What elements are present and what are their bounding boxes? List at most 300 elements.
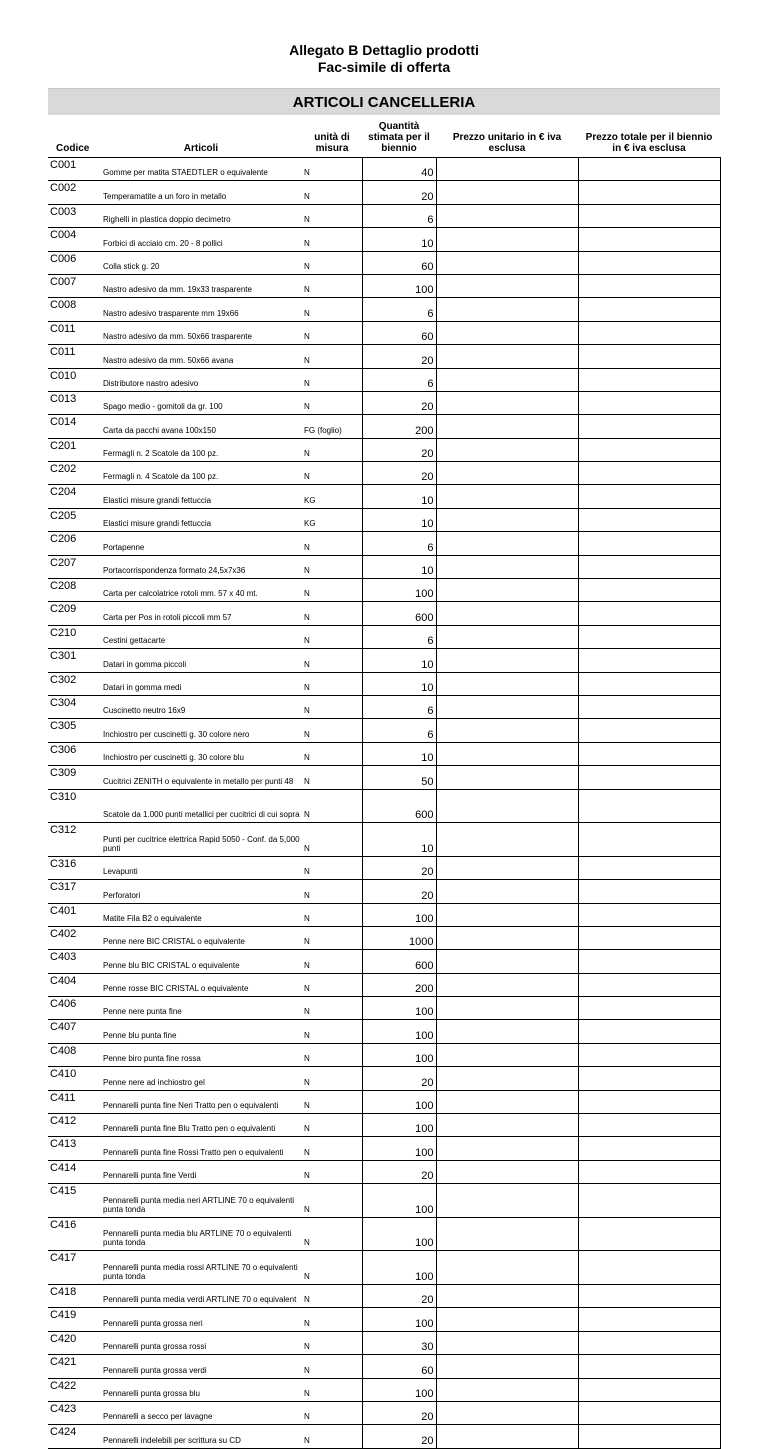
cell-code: C007 [48,274,100,297]
cell-total-price[interactable] [578,1425,720,1448]
cell-quantity: 200 [362,415,436,438]
cell-total-price[interactable] [578,1114,720,1137]
table-row [48,625,720,648]
cell-description: Pennarelli punta grossa verdi [100,1355,302,1378]
cell-unit-price[interactable] [436,742,578,765]
cell-code: C006 [48,251,100,274]
cell-unit-price[interactable] [436,508,578,531]
cell-unit: N [302,1020,362,1043]
cell-unit-price[interactable] [436,391,578,414]
cell-code: C204 [48,485,100,508]
cell-unit-price[interactable] [436,997,578,1020]
cell-unit: N [302,181,362,204]
cell-quantity: 100 [362,274,436,297]
cell-total-price[interactable] [578,856,720,879]
cell-unit-price[interactable] [436,368,578,391]
cell-unit: KG [302,508,362,531]
cell-unit: N [302,462,362,485]
cell-description: Fermagli n. 4 Scatole da 100 pz. [100,462,302,485]
cell-unit: N [302,274,362,297]
cell-quantity: 100 [362,1251,436,1285]
cell-unit-price[interactable] [436,1308,578,1331]
cell-unit-price[interactable] [436,1251,578,1285]
cell-total-price[interactable] [578,1378,720,1401]
cell-unit-price[interactable] [436,1355,578,1378]
cell-total-price[interactable] [578,649,720,672]
cell-quantity: 6 [362,368,436,391]
cell-quantity: 40 [362,158,436,181]
cell-quantity: 20 [362,181,436,204]
cell-total-price[interactable] [578,1284,720,1307]
cell-total-price[interactable] [578,903,720,926]
table-row [48,532,720,555]
cell-total-price[interactable] [578,508,720,531]
cell-description: Penne rosse BIC CRISTAL o equivalente [100,973,302,996]
cell-unit-price[interactable] [436,789,578,823]
cell-unit-price[interactable] [436,532,578,555]
cell-unit: N [302,997,362,1020]
cell-unit: N [302,1401,362,1424]
table-row [48,1425,720,1448]
cell-code: C412 [48,1114,100,1137]
cell-quantity: 200 [362,973,436,996]
cell-total-price[interactable] [578,997,720,1020]
table-row [48,649,720,672]
cell-quantity: 10 [362,742,436,765]
cell-quantity: 100 [362,1137,436,1160]
cell-quantity: 600 [362,602,436,625]
cell-total-price[interactable] [578,1090,720,1113]
cell-quantity: 20 [362,345,436,368]
cell-unit: N [302,532,362,555]
cell-description: Punti per cucitrice elettrica Rapid 5050 - Conf. da 5,000 punti [100,823,302,857]
cell-description: Pennarelli punta fine Neri Tratto pen o equivalenti [100,1090,302,1113]
cell-total-price[interactable] [578,251,720,274]
table-row [48,1217,720,1251]
cell-unit-price[interactable] [436,1184,578,1218]
cell-code: C421 [48,1355,100,1378]
cell-code: C210 [48,625,100,648]
cell-quantity: 100 [362,579,436,602]
table-row [48,158,720,181]
cell-total-price[interactable] [578,438,720,461]
cell-unit-price[interactable] [436,1137,578,1160]
cell-quantity: 6 [362,204,436,227]
cell-unit-price[interactable] [436,766,578,789]
cell-unit-price[interactable] [436,856,578,879]
cell-quantity: 100 [362,997,436,1020]
cell-code: C302 [48,672,100,695]
table-row [48,251,720,274]
table-row [48,742,720,765]
table-row [48,789,720,823]
cell-quantity: 20 [362,1425,436,1448]
cell-unit-price[interactable] [436,462,578,485]
cell-total-price[interactable] [578,181,720,204]
cell-total-price[interactable] [578,1137,720,1160]
cell-unit: N [302,321,362,344]
cell-total-price[interactable] [578,926,720,949]
cell-unit: N [302,823,362,857]
table-row [48,903,720,926]
cell-unit-price[interactable] [436,298,578,321]
cell-code: C207 [48,555,100,578]
cell-total-price[interactable] [578,1067,720,1090]
table-row [48,508,720,531]
cell-unit-price[interactable] [436,903,578,926]
document-title [0,42,768,76]
cell-total-price[interactable] [578,1251,720,1285]
cell-quantity: 20 [362,1067,436,1090]
cell-total-price[interactable] [578,880,720,903]
cell-quantity: 20 [362,1401,436,1424]
cell-unit: N [302,672,362,695]
table-row [48,1067,720,1090]
cell-description: Nastro adesivo da mm. 50x66 trasparente [100,321,302,344]
cell-quantity: 100 [362,1020,436,1043]
table-row [48,204,720,227]
cell-unit: N [302,856,362,879]
table-row [48,415,720,438]
cell-code: C423 [48,1401,100,1424]
header-unit-price: Prezzo unitario in € iva esclusa [452,132,562,154]
table-row [48,926,720,949]
cell-unit-price[interactable] [436,719,578,742]
cell-unit: N [302,1184,362,1218]
cell-quantity: 10 [362,823,436,857]
table-row [48,672,720,695]
cell-unit-price[interactable] [436,158,578,181]
table-row [48,321,720,344]
cell-description: Inchiostro per cuscinetti g. 30 colore blu [100,742,302,765]
cell-description: Elastici misure grandi fettuccia [100,508,302,531]
cell-description: Carta per calcolatrice rotoli mm. 57 x 40 mt. [100,579,302,602]
cell-total-price[interactable] [578,485,720,508]
cell-unit-price[interactable] [436,926,578,949]
cell-description: Pennarelli punta fine Blu Tratto pen o equivalenti [100,1114,302,1137]
cell-unit-price[interactable] [436,950,578,973]
cell-code: C013 [48,391,100,414]
cell-total-price[interactable] [578,695,720,718]
table-row [48,1160,720,1183]
cell-unit-price[interactable] [436,602,578,625]
cell-total-price[interactable] [578,1043,720,1066]
cell-code: C419 [48,1308,100,1331]
table-row [48,719,720,742]
cell-total-price[interactable] [578,1020,720,1043]
cell-code: C014 [48,415,100,438]
cell-unit: N [302,1378,362,1401]
cell-quantity: 6 [362,719,436,742]
cell-total-price[interactable] [578,973,720,996]
cell-unit-price[interactable] [436,1331,578,1354]
cell-quantity: 60 [362,251,436,274]
table-row [48,997,720,1020]
cell-unit: N [302,555,362,578]
cell-code: C420 [48,1331,100,1354]
cell-description: Nastro adesivo trasparente mm 19x66 [100,298,302,321]
cell-total-price[interactable] [578,1217,720,1251]
cell-total-price[interactable] [578,391,720,414]
cell-total-price[interactable] [578,602,720,625]
cell-quantity: 100 [362,1114,436,1137]
cell-quantity: 100 [362,1217,436,1251]
header-description: Articoli [183,143,219,154]
cell-total-price[interactable] [578,158,720,181]
cell-description: Pennarelli punta media blu ARTLINE 70 o equivalenti punta tonda [100,1217,302,1251]
table-row [48,766,720,789]
table-row [48,1114,720,1137]
cell-code: C003 [48,204,100,227]
cell-code: C403 [48,950,100,973]
cell-description: Datari in gomma piccoli [100,649,302,672]
cell-total-price[interactable] [578,368,720,391]
cell-unit: N [302,1355,362,1378]
table-row [48,1284,720,1307]
cell-quantity: 20 [362,438,436,461]
table-row [48,1251,720,1285]
cell-unit-price[interactable] [436,204,578,227]
cell-code: C202 [48,462,100,485]
cell-code: C317 [48,880,100,903]
cell-quantity: 10 [362,672,436,695]
cell-unit-price[interactable] [436,228,578,251]
table-row [48,950,720,973]
cell-code: C304 [48,695,100,718]
cell-code: C316 [48,856,100,879]
cell-total-price[interactable] [578,298,720,321]
cell-unit-price[interactable] [436,625,578,648]
cell-unit-price[interactable] [436,1160,578,1183]
cell-total-price[interactable] [578,579,720,602]
cell-unit: FG (foglio) [302,415,362,438]
header-unit: unità di misura [314,132,350,154]
cell-total-price[interactable] [578,1355,720,1378]
cell-unit: N [302,880,362,903]
cell-total-price[interactable] [578,1331,720,1354]
cell-unit: N [302,1425,362,1448]
table-row [48,856,720,879]
table-row [48,1090,720,1113]
cell-total-price[interactable] [578,672,720,695]
cell-description: Colla stick g. 20 [100,251,302,274]
cell-code: C206 [48,532,100,555]
cell-quantity: 6 [362,695,436,718]
table-row [48,1020,720,1043]
cell-description: Pennarelli punta media verdi ARTLINE 70 o equivalent [100,1284,302,1307]
cell-description: Matite Fila B2 o equivalente [100,903,302,926]
cell-total-price[interactable] [578,789,720,823]
table-row [48,1043,720,1066]
cell-unit: N [302,649,362,672]
cell-unit-price[interactable] [436,274,578,297]
cell-code: C301 [48,649,100,672]
header-row [48,114,720,158]
cell-quantity: 10 [362,228,436,251]
table-row [48,345,720,368]
cell-quantity: 10 [362,649,436,672]
table-row [48,880,720,903]
cell-description: Spago medio - gomitoli da gr. 100 [100,391,302,414]
table-row [48,823,720,857]
cell-code: C418 [48,1284,100,1307]
cell-unit-price[interactable] [436,1114,578,1137]
cell-unit-price[interactable] [436,1067,578,1090]
cell-description: Inchiostro per cuscinetti g. 30 colore nero [100,719,302,742]
cell-total-price[interactable] [578,345,720,368]
cell-quantity: 10 [362,555,436,578]
cell-unit-price[interactable] [436,485,578,508]
cell-total-price[interactable] [578,1308,720,1331]
cell-unit-price[interactable] [436,880,578,903]
cell-quantity: 100 [362,903,436,926]
cell-unit: N [302,602,362,625]
table-row [48,298,720,321]
cell-code: C010 [48,368,100,391]
cell-quantity: 100 [362,1090,436,1113]
cell-code: C413 [48,1137,100,1160]
cell-description: Forbici di acciaio cm. 20 - 8 pollici [100,228,302,251]
cell-description: Pennarelli punta grossa neri [100,1308,302,1331]
cell-total-price[interactable] [578,766,720,789]
cell-description: Penne blu BIC CRISTAL o equivalente [100,950,302,973]
cell-unit-price[interactable] [436,579,578,602]
cell-total-price[interactable] [578,742,720,765]
cell-total-price[interactable] [578,1401,720,1424]
cell-unit-price[interactable] [436,181,578,204]
cell-total-price[interactable] [578,719,720,742]
cell-unit-price[interactable] [436,1284,578,1307]
cell-unit-price[interactable] [436,1043,578,1066]
table-row [48,1355,720,1378]
cell-total-price[interactable] [578,950,720,973]
cell-quantity: 100 [362,1184,436,1218]
cell-quantity: 600 [362,950,436,973]
cell-total-price[interactable] [578,823,720,857]
cell-quantity: 20 [362,880,436,903]
cell-code: C410 [48,1067,100,1090]
cell-code: C004 [48,228,100,251]
cell-code: C414 [48,1160,100,1183]
cell-unit-price[interactable] [436,672,578,695]
cell-unit-price[interactable] [436,1401,578,1424]
cell-unit: N [302,298,362,321]
cell-code: C402 [48,926,100,949]
cell-quantity: 100 [362,1378,436,1401]
cell-unit: N [302,1160,362,1183]
cell-code: C406 [48,997,100,1020]
cell-description: Penne nere punta fine [100,997,302,1020]
cell-total-price[interactable] [578,532,720,555]
table-row [48,1378,720,1401]
cell-total-price[interactable] [578,1160,720,1183]
cell-unit: N [302,368,362,391]
cell-code: C417 [48,1251,100,1285]
cell-quantity: 6 [362,298,436,321]
title-line-1: Allegato B Dettaglio prodotti [289,42,479,58]
cell-description: Elastici misure grandi fettuccia [100,485,302,508]
cell-unit-price[interactable] [436,1425,578,1448]
cell-unit: N [302,438,362,461]
cell-quantity: 20 [362,1160,436,1183]
cell-description: Portapenne [100,532,302,555]
cell-total-price[interactable] [578,625,720,648]
cell-unit: KG [302,485,362,508]
cell-description: Penne nere ad inchiostro gel [100,1067,302,1090]
cell-total-price[interactable] [578,415,720,438]
cell-quantity: 30 [362,1331,436,1354]
cell-quantity: 6 [362,532,436,555]
cell-code: C407 [48,1020,100,1043]
cell-quantity: 60 [362,1355,436,1378]
cell-unit: N [302,1251,362,1285]
cell-unit-price[interactable] [436,695,578,718]
cell-unit-price[interactable] [436,438,578,461]
cell-unit-price[interactable] [436,321,578,344]
table-row [48,1137,720,1160]
table-row [48,462,720,485]
cell-unit: N [302,950,362,973]
cell-unit-price[interactable] [436,415,578,438]
cell-total-price[interactable] [578,204,720,227]
cell-description: Pennarelli punta fine Verdi [100,1160,302,1183]
cell-quantity: 100 [362,1043,436,1066]
cell-total-price[interactable] [578,274,720,297]
cell-unit: N [302,345,362,368]
cell-unit-price[interactable] [436,649,578,672]
section-title: ARTICOLI CANCELLERIA [292,94,476,111]
cell-unit-price[interactable] [436,823,578,857]
cell-code: C312 [48,823,100,857]
cell-quantity: 600 [362,789,436,823]
cell-total-price[interactable] [578,321,720,344]
cell-code: C415 [48,1184,100,1218]
cell-unit-price[interactable] [436,1378,578,1401]
table-row [48,228,720,251]
cell-unit-price[interactable] [436,973,578,996]
header-total-price: Prezzo totale per il biennio in € iva esclusa [585,132,713,154]
cell-description: Cestini gettacarte [100,625,302,648]
cell-description: Fermagli n. 2 Scatole da 100 pz. [100,438,302,461]
cell-code: C208 [48,579,100,602]
cell-unit-price[interactable] [436,1090,578,1113]
cell-total-price[interactable] [578,555,720,578]
cell-unit-price[interactable] [436,555,578,578]
table-row [48,555,720,578]
cell-total-price[interactable] [578,228,720,251]
cell-quantity: 10 [362,508,436,531]
cell-unit-price[interactable] [436,345,578,368]
cell-quantity: 1000 [362,926,436,949]
cell-unit: N [302,1067,362,1090]
cell-unit-price[interactable] [436,1020,578,1043]
cell-unit-price[interactable] [436,1217,578,1251]
cell-description: Portacorrispondenza formato 24,5x7x36 [100,555,302,578]
cell-code: C001 [48,158,100,181]
cell-description: Pennarelli a secco per lavagne [100,1401,302,1424]
cell-unit: N [302,695,362,718]
cell-total-price[interactable] [578,1184,720,1218]
table-row [48,485,720,508]
cell-unit: N [302,391,362,414]
cell-total-price[interactable] [578,462,720,485]
cell-description: Scatole da 1.000 punti metallici per cucitrici di cui sopra [100,789,302,823]
cell-description: Cuscinetto neutro 16x9 [100,695,302,718]
cell-unit-price[interactable] [436,251,578,274]
cell-code: C309 [48,766,100,789]
section-banner [48,88,720,115]
cell-unit: N [302,204,362,227]
